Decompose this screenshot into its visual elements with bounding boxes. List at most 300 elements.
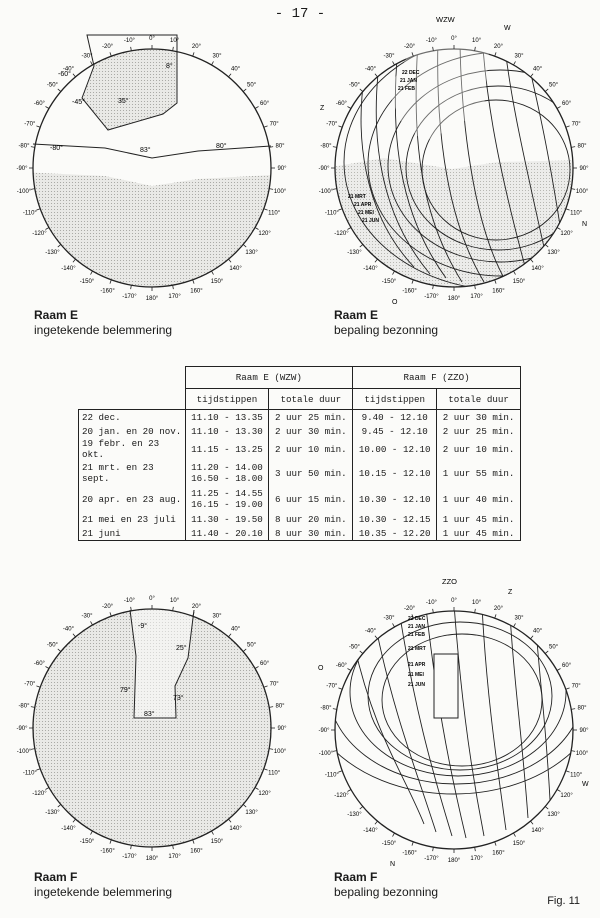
scale-label: -50° — [348, 82, 360, 89]
scale-label: -140° — [363, 827, 378, 834]
scale-label: 160° — [492, 288, 505, 295]
scale-tick — [557, 790, 560, 792]
cell-f-times: 10.00 - 12.10 — [353, 438, 437, 460]
scale-label: 110° — [268, 770, 281, 777]
scale-label: 30° — [514, 53, 524, 60]
scale-tick — [333, 751, 337, 752]
scale-tick — [475, 609, 476, 613]
row-date: 21 mrt. en 23 sept. — [79, 460, 186, 486]
scale-tick — [73, 259, 76, 262]
scale-label: 120° — [560, 231, 573, 238]
caption-subtitle: ingetekende belemmering — [34, 885, 173, 899]
date-mark: 21 MRT — [408, 646, 426, 652]
scale-label: 50° — [247, 82, 257, 89]
scale-label: 60° — [260, 101, 270, 108]
scale-tick — [338, 771, 342, 772]
scale-tick — [91, 271, 93, 274]
scale-label: -70° — [24, 121, 36, 128]
caption-e-left — [34, 308, 172, 338]
scale-label: 160° — [190, 848, 203, 855]
orientation-label: ZZO — [442, 577, 457, 586]
scale-tick — [514, 833, 516, 836]
scale-tick — [91, 61, 93, 64]
table-row — [79, 424, 521, 438]
obstruction-diagram-f — [16, 588, 290, 866]
scale-tick — [212, 621, 214, 624]
scale-label: 180° — [145, 856, 159, 863]
scale-label: 170° — [168, 294, 181, 301]
scale-tick — [375, 259, 378, 262]
caption-subtitle: ingetekende belemmering — [34, 323, 173, 337]
scale-label: 20° — [191, 604, 202, 611]
scale-label: 170° — [168, 854, 181, 861]
cell-e-times: 11.15 - 13.25 — [185, 438, 269, 460]
scale-label: 100° — [575, 750, 589, 757]
cell-e-times: 11.25 - 14.55 16.15 - 19.00 — [185, 486, 269, 512]
scale-tick — [131, 845, 132, 849]
cell-e-duration: 8 uur 30 min. — [269, 526, 353, 541]
scale-label: -70° — [326, 683, 338, 690]
scale-label: -140° — [363, 265, 378, 272]
figure-label: Fig. 11 — [547, 895, 580, 907]
scale-tick — [193, 280, 194, 284]
scale-tick — [495, 842, 496, 846]
scale-tick — [347, 107, 350, 109]
scale-label: -10° — [425, 38, 437, 45]
cell-e-times: 11.10 - 13.35 — [185, 410, 269, 425]
scale-label: 140° — [229, 825, 242, 832]
scale-tick — [495, 280, 496, 284]
angle-mark: -60° — [58, 71, 71, 78]
scale-label: -160° — [402, 850, 417, 857]
scale-tick — [530, 821, 533, 824]
date-mark: 21 JUN — [408, 682, 425, 688]
scale-label: -120° — [32, 231, 47, 238]
scale-tick — [255, 788, 258, 790]
scale-label: -90° — [16, 166, 28, 173]
angle-mark: 8° — [166, 63, 173, 70]
scale-label: 60° — [562, 101, 572, 108]
scale-label: -50° — [348, 644, 360, 651]
scale-label: -100° — [318, 188, 334, 195]
scale-tick — [571, 189, 575, 190]
scale-tick — [393, 623, 395, 626]
scale-tick — [433, 285, 434, 289]
scale-label: -120° — [32, 791, 47, 798]
angle-mark: -80° — [50, 145, 63, 152]
scale-label: -130° — [347, 249, 362, 256]
cell-e-duration: 2 uur 10 min. — [269, 438, 353, 460]
scale-label: 180° — [447, 858, 461, 865]
scale-tick — [333, 709, 337, 710]
scale-tick — [264, 686, 268, 687]
date-mark: 22 DEC — [402, 70, 420, 76]
scale-label: 150° — [512, 278, 526, 285]
sun-hours-table — [78, 366, 521, 541]
scale-tick — [412, 280, 413, 284]
scale-label: 70° — [571, 683, 581, 690]
scale-tick — [264, 209, 268, 210]
scale-label: 120° — [560, 793, 573, 800]
scale-label: 10° — [170, 598, 180, 605]
scale-label: 170° — [470, 294, 483, 301]
scale-label: 50° — [549, 644, 559, 651]
scale-tick — [375, 821, 378, 824]
row-date: 20 jan. en 20 nov. — [79, 424, 186, 438]
obstruction-diagram-e — [16, 28, 290, 306]
scale-label: 0° — [149, 596, 155, 603]
scale-tick — [212, 831, 214, 834]
scale-label: 90° — [277, 166, 287, 173]
scale-label: -50° — [46, 82, 58, 89]
date-mark: 21 JUN — [362, 218, 379, 224]
scale-tick — [45, 788, 48, 790]
scale-tick — [255, 228, 258, 230]
cell-f-times: 10.30 - 12.10 — [353, 486, 437, 512]
column-header: tijdstippen — [185, 389, 269, 410]
scale-tick — [45, 667, 48, 669]
scale-tick — [58, 244, 61, 247]
scale-label: 60° — [260, 661, 270, 668]
scale-tick — [73, 819, 76, 822]
scale-label: 30° — [212, 53, 222, 60]
date-mark: 21 MEI — [358, 210, 374, 216]
scale-tick — [514, 623, 516, 626]
scale-label: -30° — [81, 613, 93, 620]
compass-mark: O — [392, 299, 398, 306]
page-number: - 17 - — [274, 6, 326, 22]
scale-tick — [412, 842, 413, 846]
scale-label: -10° — [425, 600, 437, 607]
scale-label: 130° — [245, 249, 258, 256]
scale-label: -60° — [33, 101, 45, 108]
scale-tick — [228, 74, 231, 77]
scale-label: 130° — [547, 811, 560, 818]
scale-label: -140° — [61, 265, 76, 272]
compass-mark: Z — [508, 589, 513, 596]
scale-label: -120° — [334, 793, 349, 800]
cell-e-duration: 2 uur 25 min. — [269, 410, 353, 425]
scale-tick — [347, 228, 350, 230]
scale-label: -30° — [81, 53, 93, 60]
scale-label: -130° — [45, 809, 60, 816]
scale-label: -100° — [16, 188, 32, 195]
scale-tick — [393, 61, 395, 64]
scale-label: 90° — [579, 166, 589, 173]
scale-label: -110° — [22, 770, 37, 777]
scale-tick — [347, 669, 350, 671]
scale-tick — [433, 847, 434, 851]
date-mark: 21 JAN — [400, 78, 417, 84]
scale-tick — [360, 806, 363, 809]
scale-label: 90° — [277, 726, 287, 733]
date-mark: 21 MRT — [348, 194, 366, 200]
column-header: totale duur — [437, 389, 521, 410]
scale-tick — [131, 47, 132, 51]
table-row — [79, 438, 521, 460]
scale-label: 50° — [549, 82, 559, 89]
row-date: 21 mei en 23 juli — [79, 512, 186, 526]
scale-label: -10° — [123, 38, 135, 45]
scale-tick — [31, 749, 35, 750]
scale-label: -150° — [381, 278, 397, 285]
scale-tick — [545, 806, 548, 809]
scale-tick — [360, 244, 363, 247]
scale-label: 80° — [275, 143, 285, 150]
scale-label: 150° — [210, 838, 224, 845]
scale-tick — [495, 614, 496, 618]
date-mark: 21 FEB — [408, 632, 425, 638]
scale-tick — [58, 89, 61, 92]
scale-tick — [393, 271, 395, 274]
caption-f-left — [34, 870, 172, 900]
scale-tick — [545, 244, 548, 247]
row-date: 19 febr. en 23 okt. — [79, 438, 186, 460]
scale-tick — [269, 749, 273, 750]
caption-subtitle: bepaling bezonning — [334, 885, 439, 899]
caption-title: Raam E — [34, 308, 79, 322]
scale-label: -110° — [22, 210, 37, 217]
scale-tick — [514, 61, 516, 64]
scale-tick — [375, 74, 378, 77]
scale-tick — [173, 285, 174, 289]
scale-tick — [91, 621, 93, 624]
scale-tick — [73, 74, 76, 77]
azimuth-scale — [318, 598, 589, 864]
group-header-e: Raam E (WZW) — [185, 367, 353, 389]
scale-tick — [566, 771, 570, 772]
cell-f-times: 10.15 - 12.10 — [353, 460, 437, 486]
scale-label: -160° — [402, 288, 417, 295]
scale-tick — [131, 285, 132, 289]
row-date: 21 juni — [79, 526, 186, 541]
table-row — [79, 460, 521, 486]
scale-tick — [566, 688, 570, 689]
scale-label: -60° — [335, 101, 347, 108]
scale-label: 160° — [492, 850, 505, 857]
caption-e-right — [334, 308, 438, 338]
row-date: 20 apr. en 23 aug. — [79, 486, 186, 512]
scale-tick — [475, 285, 476, 289]
scale-label: 110° — [268, 210, 281, 217]
scale-tick — [36, 126, 40, 127]
scale-label: 10° — [472, 600, 482, 607]
scale-tick — [545, 89, 548, 92]
scale-label: 30° — [212, 613, 222, 620]
scale-label: 100° — [575, 188, 589, 195]
cell-e-duration: 3 uur 50 min. — [269, 460, 353, 486]
scale-label: 60° — [562, 663, 572, 670]
scale-tick — [58, 649, 61, 652]
scale-label: -80° — [320, 705, 332, 712]
scale-label: 80° — [577, 143, 587, 150]
cell-e-times: 11.30 - 19.50 — [185, 512, 269, 526]
date-mark: 21 MEI — [408, 672, 424, 678]
scale-label: -170° — [424, 856, 439, 863]
scale-tick — [91, 831, 93, 834]
scale-tick — [45, 228, 48, 230]
scale-label: 180° — [447, 296, 461, 303]
row-date: 22 dec. — [79, 410, 186, 425]
scale-tick — [433, 609, 434, 613]
scale-label: 40° — [533, 66, 543, 73]
scale-tick — [571, 709, 575, 710]
scale-tick — [360, 89, 363, 92]
scale-label: 20° — [493, 44, 504, 51]
cell-f-times: 9.45 - 12.10 — [353, 424, 437, 438]
angle-mark: 73° — [173, 695, 184, 702]
scale-label: 110° — [570, 772, 583, 779]
cell-f-times: 9.40 - 12.10 — [353, 410, 437, 425]
angle-mark: 83° — [140, 147, 151, 154]
scale-label: 20° — [191, 44, 202, 51]
scale-label: 130° — [245, 809, 258, 816]
scale-label: 10° — [170, 38, 180, 45]
scale-tick — [193, 52, 194, 56]
scale-tick — [566, 126, 570, 127]
scale-tick — [269, 147, 273, 148]
scale-label: 80° — [577, 705, 587, 712]
scale-tick — [228, 634, 231, 637]
scale-label: -40° — [364, 628, 376, 635]
scale-label: -80° — [320, 143, 332, 150]
scale-label: 140° — [531, 265, 544, 272]
compass-mark: Z — [320, 105, 325, 112]
scale-label: 100° — [273, 748, 287, 755]
scale-tick — [110, 52, 111, 56]
scale-label: 120° — [258, 791, 271, 798]
scale-label: 150° — [512, 840, 526, 847]
scale-label: 90° — [579, 728, 589, 735]
scale-label: 70° — [269, 681, 279, 688]
scale-label: 100° — [273, 188, 287, 195]
scale-label: 130° — [547, 249, 560, 256]
compass-mark: W — [582, 781, 589, 788]
scale-tick — [557, 228, 560, 230]
scale-label: 140° — [229, 265, 242, 272]
scale-label: -10° — [123, 598, 135, 605]
scale-tick — [338, 209, 342, 210]
caption-title: Raam F — [334, 870, 378, 884]
scale-label: -60° — [335, 663, 347, 670]
scale-tick — [36, 769, 40, 770]
scale-tick — [31, 189, 35, 190]
scale-label: -140° — [61, 825, 76, 832]
caption-f-right — [334, 870, 438, 900]
scale-tick — [36, 209, 40, 210]
scale-label: -130° — [347, 811, 362, 818]
scale-label: -20° — [403, 606, 416, 613]
date-mark: 21 APR — [408, 662, 426, 668]
scale-tick — [475, 847, 476, 851]
scale-label: 110° — [570, 210, 583, 217]
scale-label: 0° — [451, 598, 457, 605]
scale-tick — [269, 189, 273, 190]
scale-tick — [243, 244, 246, 247]
angle-mark: 35° — [118, 98, 129, 105]
scale-tick — [243, 804, 246, 807]
scale-tick — [530, 636, 533, 639]
scale-tick — [375, 636, 378, 639]
scale-tick — [545, 651, 548, 654]
cell-e-times: 11.40 - 20.10 — [185, 526, 269, 541]
scale-label: 40° — [533, 628, 543, 635]
scale-tick — [243, 649, 246, 652]
scale-label: -80° — [18, 703, 30, 710]
angle-mark: -9° — [138, 623, 148, 630]
scale-tick — [110, 612, 111, 616]
scale-label: -150° — [79, 278, 95, 285]
angle-mark: 79° — [120, 687, 131, 694]
scale-tick — [530, 259, 533, 262]
compass-mark: O — [318, 665, 324, 672]
scale-tick — [31, 147, 35, 148]
caption-subtitle: bepaling bezonning — [334, 323, 439, 337]
scale-tick — [393, 833, 395, 836]
cell-e-times: 11.20 - 14.00 16.50 - 18.00 — [185, 460, 269, 486]
scale-tick — [557, 669, 560, 671]
date-mark: 22 DEC — [408, 616, 426, 622]
table-row — [79, 410, 521, 425]
scale-label: 40° — [231, 626, 241, 633]
cell-f-duration: 2 uur 10 min. — [437, 438, 521, 460]
scale-label: -40° — [364, 66, 376, 73]
scale-label: 20° — [493, 606, 504, 613]
scale-tick — [530, 74, 533, 77]
scale-label: -120° — [334, 231, 349, 238]
scale-label: -110° — [324, 210, 339, 217]
caption-title: Raam F — [34, 870, 78, 884]
angle-mark: 80° — [216, 143, 227, 150]
scale-tick — [228, 819, 231, 822]
date-mark: 21 JAN — [408, 624, 425, 630]
cell-e-duration: 8 uur 20 min. — [269, 512, 353, 526]
scale-label: -60° — [33, 661, 45, 668]
compass-mark: N — [390, 861, 396, 868]
scale-label: -30° — [383, 615, 395, 622]
scale-label: 70° — [571, 121, 581, 128]
scale-label: -70° — [326, 121, 338, 128]
scale-tick — [360, 651, 363, 654]
date-mark: 21 APR — [354, 202, 372, 208]
scale-tick — [333, 147, 337, 148]
cell-f-duration: 1 uur 40 min. — [437, 486, 521, 512]
scale-tick — [557, 107, 560, 109]
scale-tick — [514, 271, 516, 274]
table-row — [79, 486, 521, 512]
scale-tick — [255, 107, 258, 109]
cell-e-times: 11.10 - 13.30 — [185, 424, 269, 438]
caption-title: Raam E — [334, 308, 379, 322]
scale-tick — [269, 707, 273, 708]
scale-label: -20° — [403, 44, 416, 51]
scale-tick — [131, 607, 132, 611]
cell-f-duration: 1 uur 45 min. — [437, 526, 521, 541]
cell-f-times: 10.30 - 12.15 — [353, 512, 437, 526]
scale-label: 70° — [269, 121, 279, 128]
scale-label: 80° — [275, 703, 285, 710]
scale-tick — [264, 126, 268, 127]
scale-label: -160° — [100, 288, 115, 295]
group-header-f: Raam F (ZZO) — [353, 367, 521, 389]
scale-label: -130° — [45, 249, 60, 256]
table-row — [79, 526, 521, 541]
scale-tick — [173, 47, 174, 51]
scale-label: -160° — [100, 848, 115, 855]
cell-f-duration: 2 uur 25 min. — [437, 424, 521, 438]
scale-tick — [571, 751, 575, 752]
scale-tick — [333, 189, 337, 190]
